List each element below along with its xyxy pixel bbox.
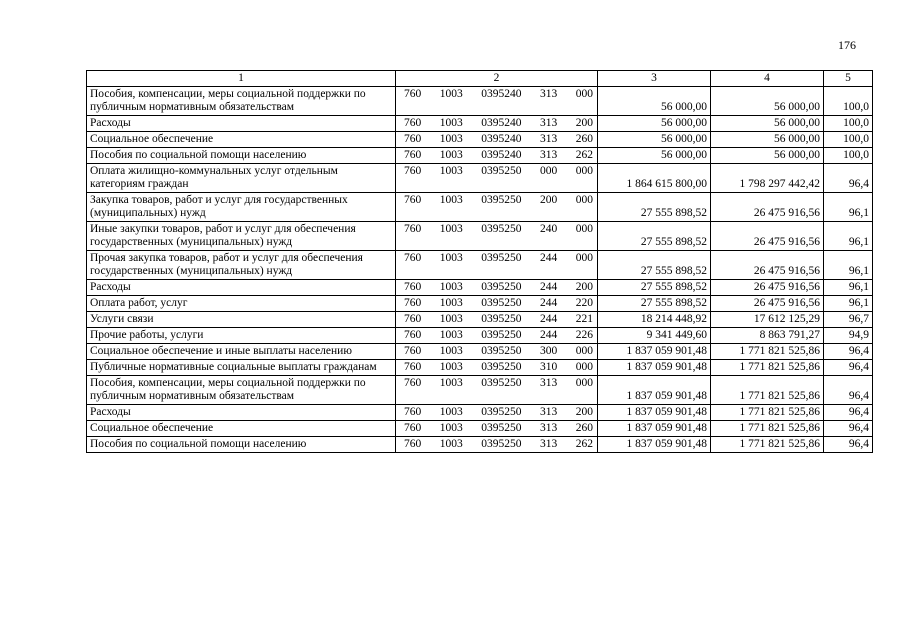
row-codes (396, 328, 598, 344)
row-name: Пособия, компенсации, меры социальной поддержки по публичным нормативным обязательствам (87, 87, 396, 116)
code-kosgu: 000 (575, 223, 593, 235)
code-section: 1003 (439, 149, 463, 161)
code-kosgu: 000 (575, 361, 593, 373)
code-kosgu: 000 (575, 194, 593, 206)
code-ministry: 760 (404, 313, 422, 325)
row-fact: 56 000,00 (711, 132, 824, 148)
row-plan: 1 837 059 901,48 (598, 376, 711, 405)
code-section: 1003 (439, 88, 463, 100)
row-plan: 56 000,00 (598, 148, 711, 164)
row-plan: 27 555 898,52 (598, 251, 711, 280)
row-percent: 100,0 (824, 148, 873, 164)
header-row (87, 71, 873, 87)
row-codes (396, 280, 598, 296)
code-section: 1003 (439, 252, 463, 264)
code-section: 1003 (439, 194, 463, 206)
header-cell: 3 (598, 71, 711, 87)
code-section: 1003 (439, 297, 463, 309)
code-kosgu: 220 (575, 297, 593, 309)
row-codes (396, 376, 598, 405)
code-ministry: 760 (404, 345, 422, 357)
code-target: 0395250 (481, 281, 522, 293)
row-percent: 96,7 (824, 312, 873, 328)
code-kosgu: 262 (575, 149, 593, 161)
row-plan: 1 837 059 901,48 (598, 344, 711, 360)
code-kosgu: 260 (575, 133, 593, 145)
row-fact: 1 798 297 442,42 (711, 164, 824, 193)
row-name: Расходы (87, 405, 396, 421)
row-plan: 1 837 059 901,48 (598, 405, 711, 421)
code-kosgu: 000 (575, 88, 593, 100)
row-plan: 27 555 898,52 (598, 222, 711, 251)
row-plan: 56 000,00 (598, 87, 711, 116)
row-codes (396, 87, 598, 116)
table-row (87, 405, 873, 421)
row-codes (396, 148, 598, 164)
code-target: 0395240 (481, 117, 522, 129)
row-plan: 18 214 448,92 (598, 312, 711, 328)
table-row (87, 376, 873, 405)
code-section: 1003 (439, 422, 463, 434)
table-row (87, 132, 873, 148)
code-section: 1003 (439, 133, 463, 145)
code-expense-type: 244 (540, 313, 558, 325)
row-plan: 27 555 898,52 (598, 193, 711, 222)
code-kosgu: 221 (575, 313, 593, 325)
table-row (87, 328, 873, 344)
code-kosgu: 000 (575, 345, 593, 357)
code-ministry: 760 (404, 297, 422, 309)
row-plan: 27 555 898,52 (598, 280, 711, 296)
row-fact: 1 771 821 525,86 (711, 405, 824, 421)
row-fact: 1 771 821 525,86 (711, 421, 824, 437)
code-expense-type: 313 (540, 88, 558, 100)
code-section: 1003 (439, 313, 463, 325)
code-target: 0395250 (481, 313, 522, 325)
table-row (87, 296, 873, 312)
row-percent: 96,1 (824, 222, 873, 251)
row-percent: 96,1 (824, 296, 873, 312)
row-percent: 96,1 (824, 280, 873, 296)
row-name: Социальное обеспечение (87, 421, 396, 437)
row-fact: 17 612 125,29 (711, 312, 824, 328)
code-expense-type: 313 (540, 377, 558, 389)
code-section: 1003 (439, 329, 463, 341)
code-target: 0395240 (481, 88, 522, 100)
code-target: 0395240 (481, 149, 522, 161)
page-number: 176 (838, 38, 856, 52)
row-codes (396, 421, 598, 437)
row-name: Расходы (87, 280, 396, 296)
code-expense-type: 313 (540, 406, 558, 418)
code-expense-type: 313 (540, 422, 558, 434)
row-plan: 56 000,00 (598, 132, 711, 148)
row-name: Социальное обеспечение и иные выплаты населению (87, 344, 396, 360)
code-target: 0395250 (481, 223, 522, 235)
table-row (87, 164, 873, 193)
row-name: Пособия, компенсации, меры социальной поддержки по публичным нормативным обязательствам (87, 376, 396, 405)
table-row (87, 344, 873, 360)
row-codes (396, 296, 598, 312)
code-expense-type: 244 (540, 281, 558, 293)
table-body (87, 87, 873, 453)
table-row (87, 280, 873, 296)
row-fact: 26 475 916,56 (711, 251, 824, 280)
code-target: 0395250 (481, 438, 522, 450)
row-plan: 9 341 449,60 (598, 328, 711, 344)
code-target: 0395250 (481, 297, 522, 309)
code-kosgu: 000 (575, 377, 593, 389)
code-target: 0395250 (481, 252, 522, 264)
row-name: Услуги связи (87, 312, 396, 328)
table-row (87, 437, 873, 453)
row-percent: 96,4 (824, 376, 873, 405)
code-expense-type: 000 (540, 165, 558, 177)
code-kosgu: 000 (575, 165, 593, 177)
code-expense-type: 200 (540, 194, 558, 206)
code-ministry: 760 (404, 194, 422, 206)
code-ministry: 760 (404, 422, 422, 434)
code-kosgu: 226 (575, 329, 593, 341)
code-ministry: 760 (404, 438, 422, 450)
code-expense-type: 310 (540, 361, 558, 373)
row-plan: 1 837 059 901,48 (598, 421, 711, 437)
code-target: 0395250 (481, 194, 522, 206)
code-target: 0395250 (481, 406, 522, 418)
code-expense-type: 313 (540, 133, 558, 145)
code-ministry: 760 (404, 149, 422, 161)
row-percent: 100,0 (824, 116, 873, 132)
row-fact: 1 771 821 525,86 (711, 376, 824, 405)
table-row (87, 87, 873, 116)
row-plan: 27 555 898,52 (598, 296, 711, 312)
row-percent: 94,9 (824, 328, 873, 344)
row-fact: 56 000,00 (711, 116, 824, 132)
code-ministry: 760 (404, 165, 422, 177)
row-name: Пособия по социальной помощи населению (87, 437, 396, 453)
code-expense-type: 300 (540, 345, 558, 357)
code-ministry: 760 (404, 252, 422, 264)
row-fact: 1 771 821 525,86 (711, 344, 824, 360)
code-section: 1003 (439, 361, 463, 373)
row-plan: 1 837 059 901,48 (598, 360, 711, 376)
code-section: 1003 (439, 345, 463, 357)
code-target: 0395250 (481, 377, 522, 389)
row-percent: 100,0 (824, 87, 873, 116)
code-target: 0395250 (481, 345, 522, 357)
header-cell: 4 (711, 71, 824, 87)
code-expense-type: 244 (540, 252, 558, 264)
table-row (87, 421, 873, 437)
row-codes (396, 344, 598, 360)
row-plan: 1 864 615 800,00 (598, 164, 711, 193)
row-codes (396, 222, 598, 251)
code-expense-type: 313 (540, 149, 558, 161)
code-kosgu: 200 (575, 117, 593, 129)
row-fact: 8 863 791,27 (711, 328, 824, 344)
row-percent: 96,1 (824, 251, 873, 280)
code-expense-type: 313 (540, 117, 558, 129)
code-section: 1003 (439, 377, 463, 389)
code-ministry: 760 (404, 133, 422, 145)
code-ministry: 760 (404, 361, 422, 373)
row-percent: 96,4 (824, 360, 873, 376)
row-name: Оплата жилищно-коммунальных услуг отдельным категориям граждан (87, 164, 396, 193)
code-ministry: 760 (404, 406, 422, 418)
row-fact: 26 475 916,56 (711, 222, 824, 251)
code-target: 0395240 (481, 133, 522, 145)
row-fact: 56 000,00 (711, 87, 824, 116)
row-fact: 26 475 916,56 (711, 280, 824, 296)
code-kosgu: 262 (575, 438, 593, 450)
code-ministry: 760 (404, 329, 422, 341)
row-fact: 26 475 916,56 (711, 193, 824, 222)
table-row (87, 148, 873, 164)
row-name: Прочие работы, услуги (87, 328, 396, 344)
code-ministry: 760 (404, 377, 422, 389)
code-expense-type: 240 (540, 223, 558, 235)
row-fact: 1 771 821 525,86 (711, 360, 824, 376)
code-section: 1003 (439, 406, 463, 418)
row-plan: 1 837 059 901,48 (598, 437, 711, 453)
row-codes (396, 116, 598, 132)
table-row (87, 251, 873, 280)
code-section: 1003 (439, 281, 463, 293)
table-row (87, 193, 873, 222)
code-target: 0395250 (481, 361, 522, 373)
row-fact: 1 771 821 525,86 (711, 437, 824, 453)
row-codes (396, 312, 598, 328)
row-codes (396, 164, 598, 193)
row-codes (396, 405, 598, 421)
code-target: 0395250 (481, 422, 522, 434)
code-expense-type: 244 (540, 297, 558, 309)
header-cell: 5 (824, 71, 873, 87)
code-section: 1003 (439, 117, 463, 129)
code-section: 1003 (439, 438, 463, 450)
code-target: 0395250 (481, 329, 522, 341)
code-kosgu: 200 (575, 406, 593, 418)
code-ministry: 760 (404, 281, 422, 293)
row-name: Иные закупки товаров, работ и услуг для обеспечения государственных (муниципальных) нужд (87, 222, 396, 251)
row-percent: 96,4 (824, 164, 873, 193)
row-name: Оплата работ, услуг (87, 296, 396, 312)
row-name: Публичные нормативные социальные выплаты гражданам (87, 360, 396, 376)
table-row (87, 360, 873, 376)
row-name: Пособия по социальной помощи населению (87, 148, 396, 164)
row-codes (396, 251, 598, 280)
row-codes (396, 193, 598, 222)
code-kosgu: 260 (575, 422, 593, 434)
row-fact: 26 475 916,56 (711, 296, 824, 312)
row-percent: 96,4 (824, 437, 873, 453)
row-codes (396, 132, 598, 148)
row-percent: 96,4 (824, 344, 873, 360)
code-ministry: 760 (404, 223, 422, 235)
row-name: Закупка товаров, работ и услуг для государственных (муниципальных) нужд (87, 193, 396, 222)
budget-table (86, 70, 873, 453)
code-kosgu: 000 (575, 252, 593, 264)
header-cell: 2 (396, 71, 598, 87)
code-section: 1003 (439, 165, 463, 177)
table-row (87, 116, 873, 132)
code-expense-type: 313 (540, 438, 558, 450)
row-percent: 100,0 (824, 132, 873, 148)
table-row (87, 312, 873, 328)
row-percent: 96,4 (824, 405, 873, 421)
row-codes (396, 360, 598, 376)
row-codes (396, 437, 598, 453)
header-cell: 1 (87, 71, 396, 87)
row-percent: 96,4 (824, 421, 873, 437)
code-target: 0395250 (481, 165, 522, 177)
code-kosgu: 200 (575, 281, 593, 293)
code-ministry: 760 (404, 88, 422, 100)
row-name: Расходы (87, 116, 396, 132)
row-percent: 96,1 (824, 193, 873, 222)
code-expense-type: 244 (540, 329, 558, 341)
table-row (87, 222, 873, 251)
row-name: Социальное обеспечение (87, 132, 396, 148)
row-plan: 56 000,00 (598, 116, 711, 132)
code-ministry: 760 (404, 117, 422, 129)
row-fact: 56 000,00 (711, 148, 824, 164)
code-section: 1003 (439, 223, 463, 235)
row-name: Прочая закупка товаров, работ и услуг для обеспечения государственных (муниципальных) нужд (87, 251, 396, 280)
